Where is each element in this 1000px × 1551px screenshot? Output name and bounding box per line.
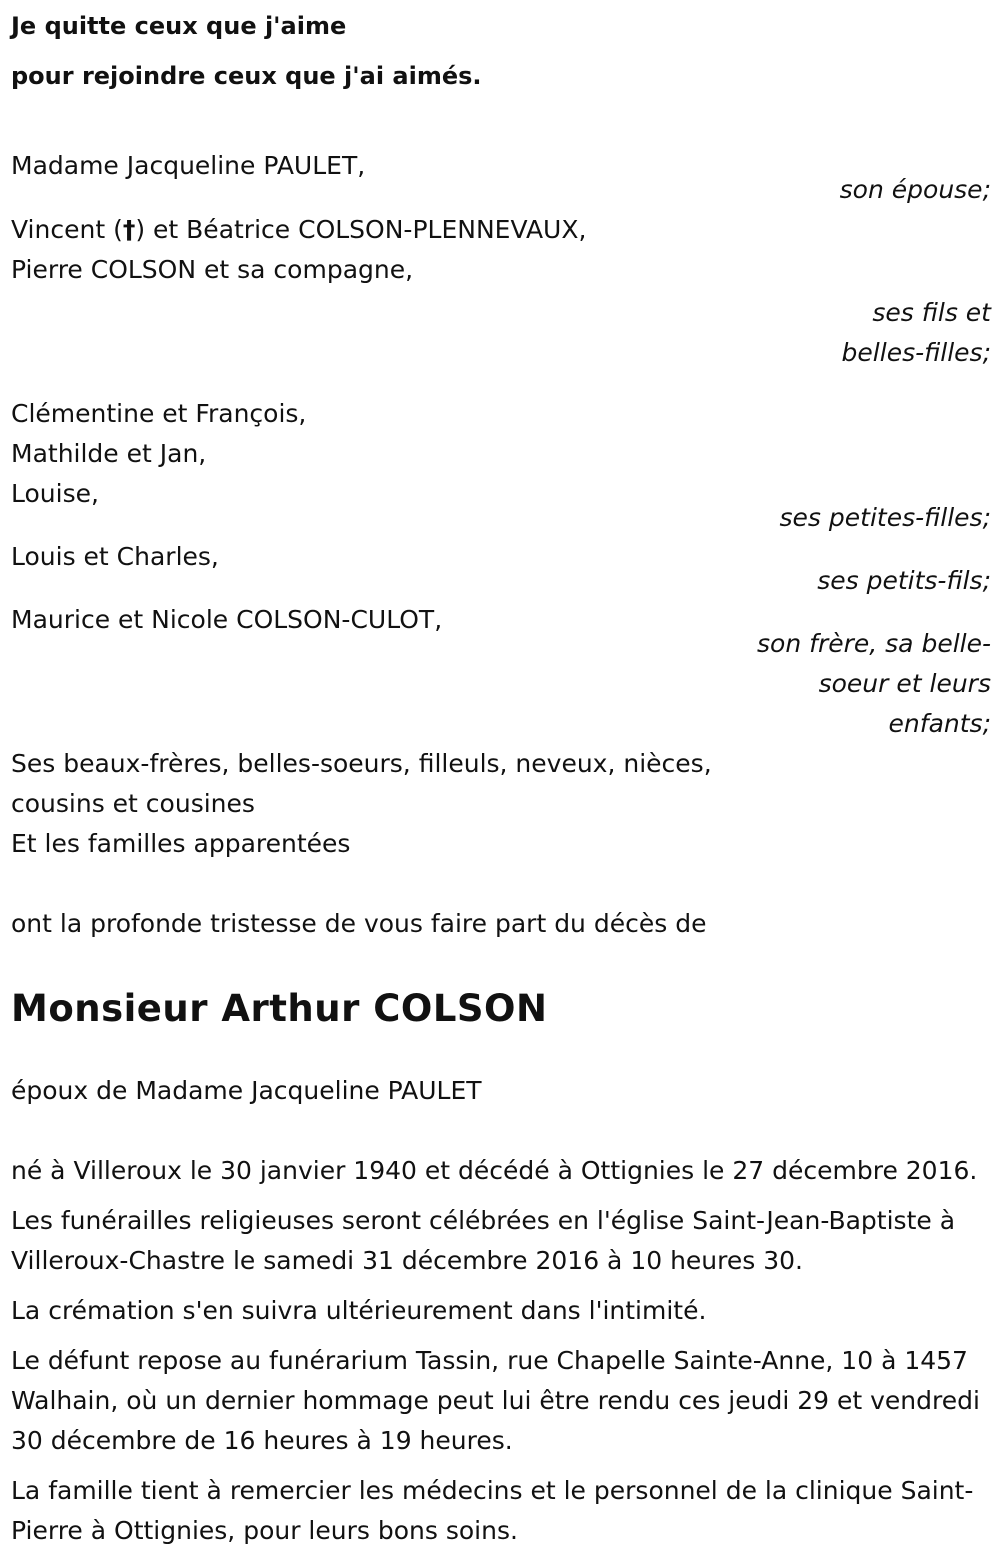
family-group-spouse	[11, 146, 991, 210]
relation-label: son épouse;	[839, 175, 991, 204]
relation-label: ses petits-fils;	[817, 566, 991, 595]
cross-icon: †	[122, 215, 136, 244]
family-name-line: Mathilde et Jan,	[11, 439, 207, 468]
visitation-details: Le défunt repose au funérarium Tassin, rue Chapelle Sainte-Anne, 10 à 1457 Walhain, où un dernier hommage peut lui être rendu ces jeudi 29 et vendredi 30 décembre de 16 heures à 19 heures.	[11, 1346, 980, 1455]
family-name-line: Maurice et Nicole COLSON-CULOT,	[11, 605, 443, 634]
relation-label: ses fils et belles-filles;	[841, 298, 991, 367]
family-group-sons	[11, 210, 991, 373]
family-name-line: Pierre COLSON et sa compagne,	[11, 255, 414, 284]
thanks-note: La famille tient à remercier les médecins et le personnel de la clinique Saint-Pierre à Ottignies, pour leurs bons soins.	[11, 1476, 974, 1545]
name-part: ) et Béatrice COLSON-PLENNEVAUX,	[135, 215, 587, 244]
family-group-others	[11, 744, 991, 864]
cremation-details: La crémation s'en suivra ultérieurement dans l'intimité.	[11, 1296, 707, 1325]
family-group-granddaughters	[11, 394, 991, 538]
death-notice	[11, 6, 991, 1551]
epitaph-line-2: pour rejoindre ceux que j'ai aimés.	[11, 62, 482, 90]
deceased-name: Monsieur Arthur COLSON	[11, 987, 548, 1030]
family-name-line: Et les familles apparentées	[11, 829, 351, 858]
family-name-line: cousins et cousines	[11, 789, 255, 818]
family-name-line: Louis et Charles,	[11, 542, 219, 571]
family-name-line: Madame Jacqueline PAULET,	[11, 151, 366, 180]
relation-label: ses petites-filles;	[779, 503, 991, 532]
epitaph-line-1: Je quitte ceux que j'aime	[11, 12, 347, 40]
family-name-line	[11, 210, 991, 250]
family-group-grandsons	[11, 537, 991, 601]
family-name-line: Clémentine et François,	[11, 399, 307, 428]
spouse-of: époux de Madame Jacqueline PAULET	[11, 1076, 482, 1105]
funeral-details: Les funérailles religieuses seront célébrées en l'église Saint-Jean-Baptiste à Villeroux-Chastre le samedi 31 décembre 2016 à 10 heures 30.	[11, 1206, 956, 1275]
birth-death-details: né à Villeroux le 30 janvier 1940 et décédé à Ottignies le 27 décembre 2016.	[11, 1156, 978, 1185]
family-name-line: Louise,	[11, 479, 99, 508]
family-group-brother	[11, 600, 991, 744]
announcement: ont la profonde tristesse de vous faire part du décès de	[11, 909, 707, 938]
relation-label: son frère, sa belle-soeur et leurs enfants;	[757, 629, 991, 738]
spacer	[11, 96, 991, 146]
name-part: Vincent (	[11, 215, 123, 244]
family-name-line: Ses beaux-frères, belles-soeurs, filleuls, neveux, nièces,	[11, 749, 712, 778]
